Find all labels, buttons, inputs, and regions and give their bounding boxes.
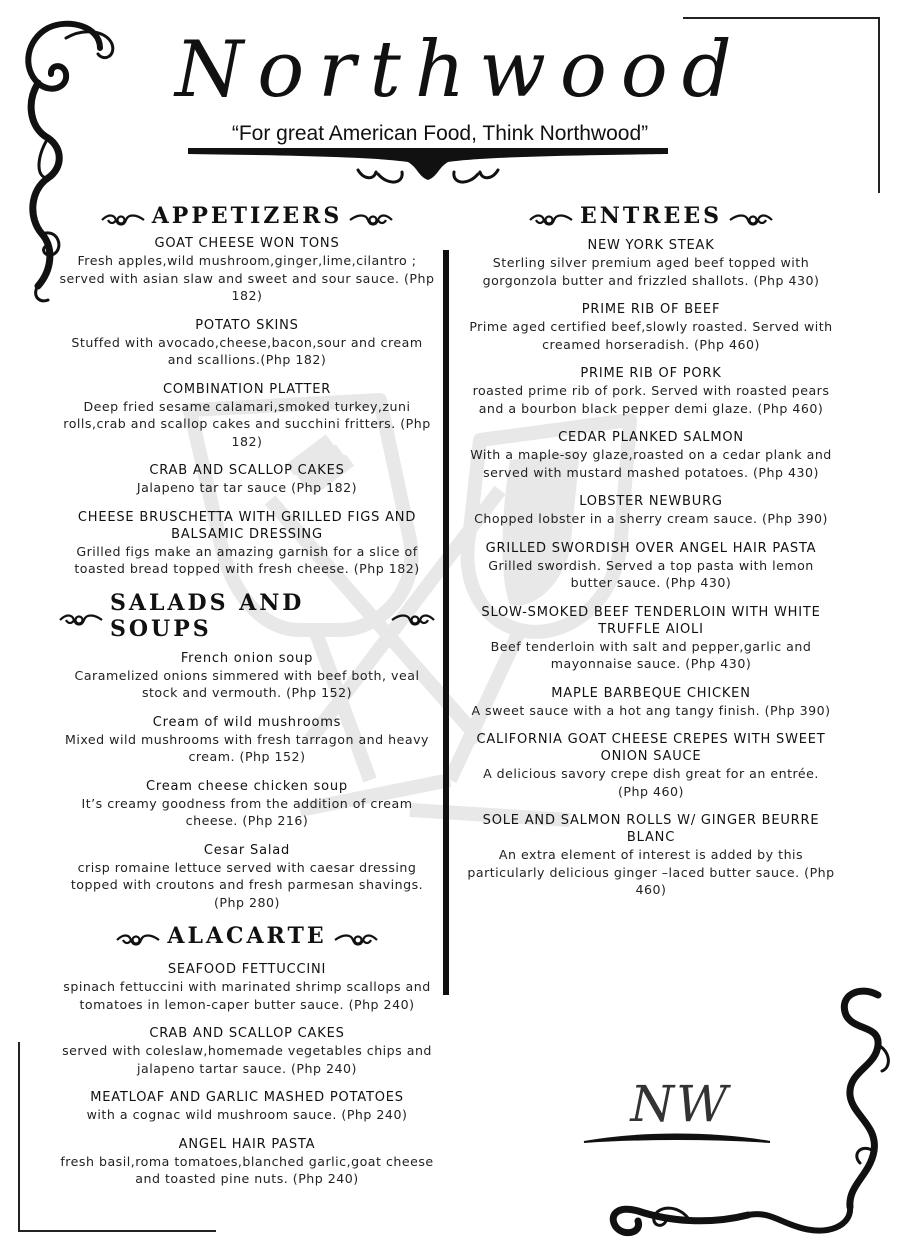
section-title-text: ENTREES bbox=[580, 203, 722, 229]
menu-item-description: Deep fried sesame calamari,smoked turkey,zuni rolls,crab and scallop cakes and succhini fritters. (Php 182) bbox=[63, 398, 431, 449]
menu-item-description: Chopped lobster in a sherry cream sauce. (Php 390) bbox=[474, 511, 828, 526]
frame-line-bottom-left bbox=[18, 1230, 216, 1232]
section-title-text: ALACARTE bbox=[167, 923, 327, 949]
menu-item-name: POTATO SKINS bbox=[195, 317, 299, 333]
menu-item bbox=[467, 812, 835, 899]
menu-item-description: fresh basil,roma tomatoes,blanched garlic,goat cheese and toasted pine nuts. (Php 240) bbox=[60, 1153, 434, 1186]
menu-item-description: Grilled figs make an amazing garnish for a slice of toasted bread topped with fresh cheese. (Php 182) bbox=[74, 543, 420, 576]
menu-item bbox=[467, 365, 835, 417]
monogram-swash-icon bbox=[582, 1128, 772, 1148]
menu-item-description: A sweet sauce with a hot ang tangy finish. (Php 390) bbox=[471, 702, 831, 718]
section-flourish-icon bbox=[58, 608, 104, 624]
section-flourish-icon bbox=[100, 208, 146, 224]
menu-item-name: SEAFOOD FETTUCCINI bbox=[167, 962, 327, 977]
column-divider bbox=[443, 250, 449, 995]
salads-list bbox=[58, 650, 436, 912]
menu-item-name: SOLE AND SALMON ROLLS W/ GINGER BEURRE BLANC bbox=[482, 813, 820, 845]
menu-item bbox=[58, 381, 436, 451]
menu-item-name: GRILLED SWORDISH OVER ANGEL HAIR PASTA bbox=[485, 540, 817, 556]
menu-item-description: roasted prime rib of pork. Served with roasted pears and a bourbon black pepper demi glaze. (Php 460) bbox=[472, 383, 830, 416]
menu-item bbox=[58, 714, 436, 766]
section-title-salads bbox=[58, 590, 436, 642]
section-title-appetizers bbox=[58, 203, 436, 229]
frame-line-top-right bbox=[683, 17, 880, 19]
menu-item-name: COMBINATION PLATTER bbox=[162, 381, 332, 397]
section-flourish-icon bbox=[728, 208, 774, 224]
menu-item-name: MEATLOAF AND GARLIC MASHED POTATOES bbox=[90, 1090, 404, 1105]
menu-item bbox=[58, 961, 436, 1013]
menu-item bbox=[58, 650, 436, 702]
menu-item bbox=[58, 1089, 436, 1124]
menu-item-name: Cream cheese chicken soup bbox=[146, 778, 348, 794]
brand-name: Northwood bbox=[175, 25, 746, 115]
appetizers-list bbox=[58, 235, 436, 578]
menu-item-name: GOAT CHEESE WON TONS bbox=[154, 236, 340, 251]
section-flourish-icon bbox=[390, 608, 436, 624]
menu-item bbox=[467, 731, 835, 800]
menu-item-name: Cream of wild mushrooms bbox=[152, 714, 342, 730]
entrees-list bbox=[467, 237, 835, 899]
section-title-alacarte bbox=[58, 923, 436, 949]
menu-item-name: PRIME RIB OF BEEF bbox=[581, 302, 721, 317]
menu-item bbox=[58, 1136, 436, 1188]
menu-item-name: CHEESE BRUSCHETTA WITH GRILLED FIGS AND BALSAMIC DRESSING bbox=[77, 509, 417, 542]
menu-item bbox=[467, 685, 835, 720]
menu-item bbox=[467, 493, 835, 528]
frame-line-left-bottom bbox=[18, 1042, 20, 1232]
menu-item-description: Prime aged certified beef,slowly roasted. Served with creamed horseradish. (Php 460) bbox=[469, 319, 833, 352]
menu-item-name: SLOW-SMOKED BEEF TENDERLOIN WITH WHITE TRUFFLE AIOLI bbox=[481, 604, 821, 637]
menu-item bbox=[467, 604, 835, 673]
menu-item-description: It’s creamy goodness from the addition of cream cheese. (Php 216) bbox=[81, 795, 413, 828]
menu-item-name: CALIFORNIA GOAT CHEESE CREPES WITH SWEET ONION SAUCE bbox=[476, 732, 826, 764]
menu-item bbox=[58, 235, 436, 305]
section-flourish-icon bbox=[348, 208, 394, 224]
menu-item bbox=[467, 237, 835, 289]
section-title-text: APPETIZERS bbox=[151, 203, 343, 229]
menu-item bbox=[467, 301, 835, 353]
menu-item-description: Fresh apples,wild mushroom,ginger,lime,cilantro ; served with asian slaw and sweet and sour sauce. (Php 182) bbox=[59, 253, 435, 303]
menu-item-description: spinach fettuccini with marinated shrimp scallops and tomatoes in lemon-caper butter sauce. (Php 240) bbox=[63, 979, 431, 1012]
menu-item-name: LOBSTER NEWBURG bbox=[579, 494, 723, 509]
right-column bbox=[467, 203, 835, 911]
menu-item-description: Stuffed with avocado,cheese,bacon,sour and cream and scallions.(Php 182) bbox=[71, 334, 423, 367]
header-ornament-icon bbox=[188, 146, 668, 188]
section-title-entrees bbox=[467, 203, 835, 229]
menu-item-description: A delicious savory crepe dish great for an entrée. (Php 460) bbox=[483, 766, 819, 799]
menu-item-description: Jalapeno tar tar sauce (Php 182) bbox=[136, 480, 358, 495]
menu-item-description: Grilled swordish. Served a top pasta with lemon butter sauce. (Php 430) bbox=[488, 557, 814, 590]
menu-item bbox=[467, 540, 835, 592]
menu-item-description: An extra element of interest is added by this particularly delicious ginger –laced butter sauce. (Php 460) bbox=[467, 847, 835, 897]
menu-item-description: served with coleslaw,homemade vegetables chips and jalapeno tartar sauce. (Php 240) bbox=[62, 1043, 432, 1076]
menu-item bbox=[58, 317, 436, 369]
menu-item-name: CRAB AND SCALLOP CAKES bbox=[149, 1026, 345, 1041]
menu-item-name: CRAB AND SCALLOP CAKES bbox=[149, 463, 345, 478]
menu-item-description: Sterling silver premium aged beef topped with gorgonzola butter and frizzled shallots. (Php 430) bbox=[482, 255, 820, 288]
menu-item-description: Mixed wild mushrooms with fresh tarragon and heavy cream. (Php 152) bbox=[65, 731, 429, 764]
menu-item-description: with a cognac wild mushroom sauce. (Php 240) bbox=[86, 1107, 408, 1122]
brand-tagline: “For great American Food, Think Northwood” bbox=[231, 122, 649, 145]
left-column bbox=[58, 203, 436, 1200]
menu-item-description: crisp romaine lettuce served with caesar dressing topped with croutons and fresh parmesan shavings. (Php 280) bbox=[70, 859, 424, 910]
alacarte-list bbox=[58, 961, 436, 1188]
frame-line-right bbox=[878, 17, 880, 193]
menu-item-description: With a maple-soy glaze,roasted on a cedar plank and served with mustard mashed potatoes. (Php 430) bbox=[470, 447, 832, 480]
section-flourish-icon bbox=[333, 928, 379, 944]
menu-item bbox=[58, 1025, 436, 1077]
menu-item bbox=[58, 509, 436, 578]
menu-item-name: French onion soup bbox=[180, 650, 314, 666]
menu-item bbox=[58, 842, 436, 912]
section-flourish-icon bbox=[115, 928, 161, 944]
menu-item bbox=[58, 462, 436, 497]
menu-item-description: Caramelized onions simmered with beef both, veal stock and vermouth. (Php 152) bbox=[74, 667, 420, 700]
section-title-text: SALADS AND SOUPS bbox=[110, 589, 305, 642]
menu-item-description: Beef tenderloin with salt and pepper,garlic and mayonnaise sauce. (Php 430) bbox=[490, 638, 812, 671]
menu-item-name: Cesar Salad bbox=[203, 842, 291, 858]
section-flourish-icon bbox=[528, 208, 574, 224]
menu-item-name: NEW YORK STEAK bbox=[587, 238, 715, 253]
menu-item-name: MAPLE BARBEQUE CHICKEN bbox=[551, 685, 751, 701]
menu-item-name: PRIME RIB OF PORK bbox=[580, 366, 722, 381]
menu-item-name: ANGEL HAIR PASTA bbox=[178, 1136, 316, 1152]
menu-item bbox=[58, 778, 436, 830]
menu-item bbox=[467, 429, 835, 481]
menu-item-name: CEDAR PLANKED SALMON bbox=[558, 430, 744, 445]
monogram: NW bbox=[630, 1075, 730, 1133]
